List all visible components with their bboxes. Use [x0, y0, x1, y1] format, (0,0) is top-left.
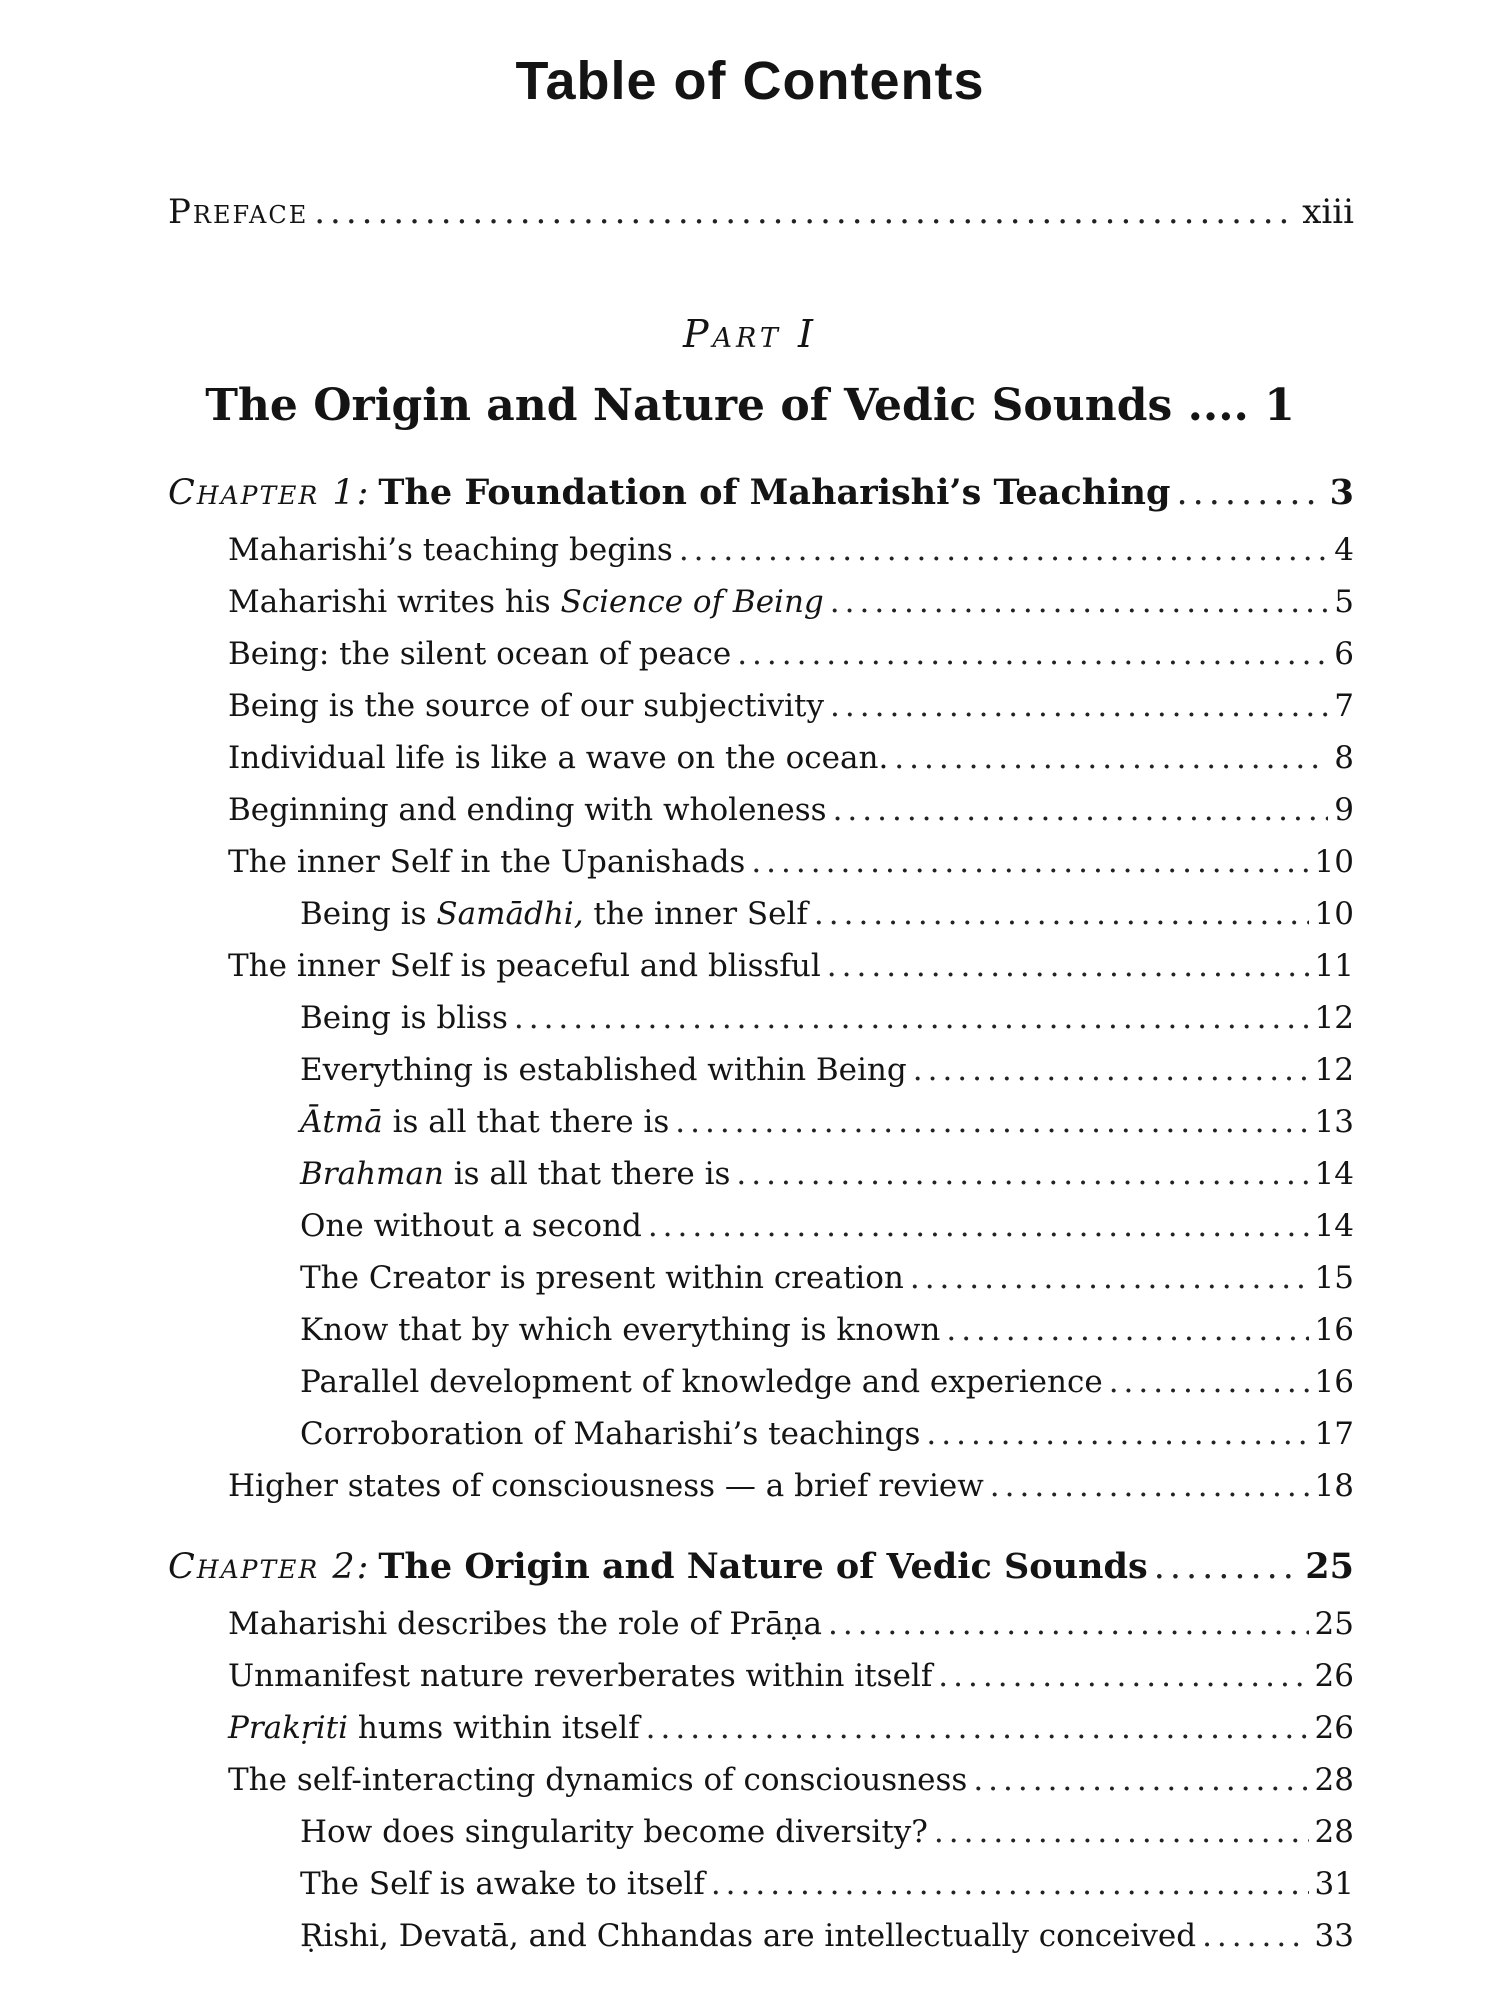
- page-number: 12: [1314, 1052, 1354, 1088]
- entry-text: The inner Self is peaceful and blissful: [228, 948, 821, 984]
- dot-leader: [646, 1710, 1309, 1746]
- entry-text: One without a second: [300, 1208, 642, 1244]
- page-number: 10: [1314, 896, 1354, 932]
- dot-leader: [675, 1104, 1308, 1140]
- dot-leader: [751, 844, 1308, 880]
- entry-text: Know that by which everything is known: [300, 1312, 941, 1348]
- dot-leader: [946, 1312, 1308, 1348]
- entry-text: Everything is established within Being: [300, 1052, 907, 1088]
- dot-leader: [894, 740, 1328, 776]
- page-number: 13: [1314, 1104, 1354, 1140]
- entry-text: Prakṛiti hums within itself: [228, 1710, 640, 1746]
- page-number: 18: [1314, 1468, 1354, 1504]
- chapter-heading: [168, 472, 1354, 513]
- toc-entry: [228, 1606, 1354, 1642]
- page-number: 26: [1314, 1658, 1354, 1694]
- dot-leader: [1109, 1364, 1309, 1400]
- page-number: 33: [1314, 1918, 1354, 1954]
- entry-text: Being is bliss: [300, 1000, 508, 1036]
- dot-leader: [314, 192, 1296, 232]
- toc-entry: [228, 584, 1354, 620]
- dot-leader: [1202, 1918, 1308, 1954]
- dot-leader: [814, 896, 1309, 932]
- page-number: 7: [1334, 688, 1354, 724]
- dot-leader: [833, 792, 1329, 828]
- toc-entry: [228, 740, 1354, 776]
- page-number: 4: [1334, 532, 1354, 568]
- toc-entry-preface: [168, 192, 1354, 232]
- part-title: The Origin and Nature of Vedic Sounds .... 1: [205, 380, 1295, 431]
- page-number: 25: [1305, 1546, 1354, 1587]
- page-number: 14: [1314, 1208, 1354, 1244]
- toc-entry: [300, 1156, 1354, 1192]
- entry-text: The Self is awake to itself: [300, 1866, 705, 1902]
- page-number: 11: [1314, 948, 1354, 984]
- dot-leader: [679, 532, 1328, 568]
- page-number: 28: [1314, 1762, 1354, 1798]
- page-number: 15: [1314, 1260, 1354, 1296]
- dot-leader: [737, 636, 1328, 672]
- toc-entry: [300, 1918, 1354, 1954]
- page-number: 3: [1329, 472, 1354, 513]
- toc-entry: [300, 1814, 1354, 1850]
- toc-entry: [300, 1104, 1354, 1140]
- dot-leader: [648, 1208, 1309, 1244]
- toc-entry: [228, 844, 1354, 880]
- dot-leader: [830, 688, 1328, 724]
- entry-text: Ṛishi, Devatā, and Chhandas are intellectually conceived: [300, 1918, 1197, 1954]
- toc-entry: [228, 792, 1354, 828]
- toc-entry: [300, 1416, 1354, 1452]
- toc-entry: [228, 532, 1354, 568]
- dot-leader: [828, 1606, 1309, 1642]
- entry-text: The Creator is present within creation: [300, 1260, 904, 1296]
- dot-leader: [973, 1762, 1308, 1798]
- dot-leader: [711, 1866, 1309, 1902]
- page-number: 28: [1314, 1814, 1354, 1850]
- toc-entry: [300, 1364, 1354, 1400]
- page-number: 12: [1314, 1000, 1354, 1036]
- entry-text: Unmanifest nature reverberates within itself: [228, 1658, 933, 1694]
- toc-entry: [228, 636, 1354, 672]
- dot-leader: [910, 1260, 1309, 1296]
- part-label: Part I: [682, 312, 818, 356]
- preface-label: Preface: [168, 192, 309, 232]
- toc-entry: [228, 948, 1354, 984]
- dot-leader: [514, 1000, 1309, 1036]
- entry-text: Beginning and ending with wholeness: [228, 792, 827, 828]
- page-number: xiii: [1302, 192, 1354, 232]
- toc-entry: [300, 1052, 1354, 1088]
- entry-text: Maharishi writes his Science of Being: [228, 584, 824, 620]
- entry-text: Being: the silent ocean of peace: [228, 636, 732, 672]
- chapter-title: The Origin and Nature of Vedic Sounds: [378, 1546, 1148, 1587]
- entry-text: The inner Self in the Upanishads: [228, 844, 746, 880]
- page-number: 10: [1314, 844, 1354, 880]
- dot-leader: [938, 1658, 1308, 1694]
- page-number: 16: [1314, 1312, 1354, 1348]
- toc-entry: [300, 1260, 1354, 1296]
- entry-text: Maharishi’s teaching begins: [228, 532, 673, 568]
- toc-entry: [228, 1762, 1354, 1798]
- page-number: 9: [1334, 792, 1354, 828]
- entry-text: Parallel development of knowledge and experience: [300, 1364, 1103, 1400]
- dot-leader: [913, 1052, 1309, 1088]
- chapter-label: Chapter 2:: [168, 1547, 371, 1587]
- page-number: 26: [1314, 1710, 1354, 1746]
- entry-text: Being is Samādhi, the inner Self: [300, 896, 808, 932]
- entry-text: Being is the source of our subjectivity: [228, 688, 825, 724]
- entry-text: Higher states of consciousness — a brief review: [228, 1468, 984, 1504]
- page-number: 14: [1314, 1156, 1354, 1192]
- dot-leader: [990, 1468, 1309, 1504]
- page-number: 31: [1314, 1866, 1354, 1902]
- entry-text: Maharishi describes the role of Prāṇa: [228, 1606, 823, 1642]
- page-number: 25: [1314, 1606, 1354, 1642]
- dot-leader: [934, 1814, 1309, 1850]
- chapter-title: The Foundation of Maharishi’s Teaching: [378, 472, 1171, 513]
- toc-entry: [228, 1468, 1354, 1504]
- dot-leader: [736, 1156, 1308, 1192]
- toc-entry: [300, 896, 1354, 932]
- dot-leader: [1154, 1547, 1300, 1587]
- toc-entry: [300, 1000, 1354, 1036]
- page-number: 8: [1334, 740, 1354, 776]
- page-number: 16: [1314, 1364, 1354, 1400]
- dot-leader: [926, 1416, 1308, 1452]
- page-number: 17: [1314, 1416, 1354, 1452]
- toc-entry: [228, 1710, 1354, 1746]
- entry-text: Brahman is all that there is: [300, 1156, 731, 1192]
- toc-entry: [228, 688, 1354, 724]
- dot-leader: [830, 584, 1329, 620]
- chapter-heading: [168, 1546, 1354, 1587]
- dot-leader: [1176, 473, 1323, 513]
- entry-text: The self-interacting dynamics of consciousness: [228, 1762, 968, 1798]
- page-number: 6: [1334, 636, 1354, 672]
- entry-text: Corroboration of Maharishi’s teachings: [300, 1416, 921, 1452]
- toc-entry: [300, 1312, 1354, 1348]
- chapter-label: Chapter 1:: [168, 473, 371, 513]
- toc-entry: [300, 1208, 1354, 1244]
- page-number: 5: [1334, 584, 1354, 620]
- toc-entry: [300, 1866, 1354, 1902]
- dot-leader: [827, 948, 1309, 984]
- entry-text: How does singularity become diversity?: [300, 1814, 928, 1850]
- entry-text: Individual life is like a wave on the ocean.: [228, 740, 889, 776]
- toc-entry: [228, 1658, 1354, 1694]
- page-title: Table of Contents: [515, 51, 985, 111]
- entry-text: Ātmā is all that there is: [300, 1104, 670, 1140]
